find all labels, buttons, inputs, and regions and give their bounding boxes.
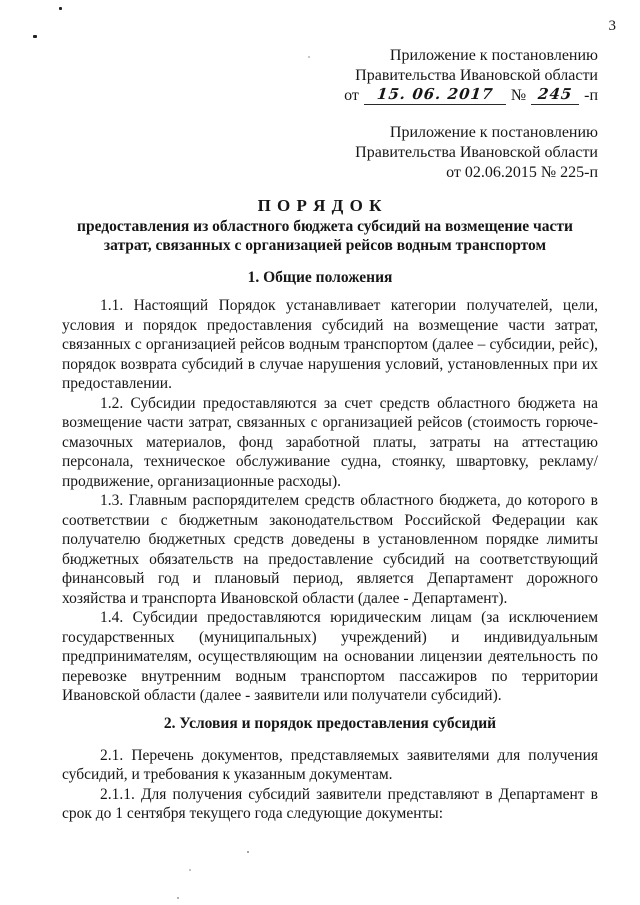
date-underline [364, 87, 506, 105]
annex-line: Приложение к постановлению [389, 47, 598, 64]
scan-speck [177, 897, 179, 899]
annex-line: Правительства Ивановской области [355, 144, 598, 161]
paragraph-1-3: 1.3. Главным распорядителем средств областного бюджета, до которого в соответствии с бюджетным законодательством Российской Федерации как получателю бюджетных средств доведены в установленном порядке лимиты бюджетных обязательств на предоставление субсидий на соответствующий финансовый год и плановый период, является Департамент дорожного хозяйства и транспорта Ивановской области (далее - Департамент). [62, 492, 598, 607]
annex-reference-2017 [0, 46, 598, 106]
document-body [62, 296, 598, 824]
annex-reference-2015 [0, 123, 598, 183]
handwritten-number: 245 [537, 85, 574, 103]
paragraph-1-2: 1.2. Субсидии предоставляются за счет средств областного бюджета на возмещение части затрат, связанных с организацией рейсов (стоимость горюче-смазочных материалов, фонд заработной платы, затраты на аттестацию персонала, техническое обслуживание судна, стоянку, швартовку, рекламу/продвижение, организационные расходы). [62, 394, 598, 490]
paragraph-1-4: 1.4. Субсидии предоставляются юридическим лицам (за исключением государственных (муниципальных) учреждений) и индивидуальным предпринимателям, осуществляющим на основании лицензии деятельность по перевозке внутренним водным транспортом пассажиров по территории Ивановской области (далее - заявители или получатели субсидий). [62, 609, 598, 704]
annex-line: Приложение к постановлению [389, 124, 598, 141]
paragraph-2-1: 2.1. Перечень документов, представляемых заявителями для получения субсидий, и требования к указанным документам. [62, 746, 598, 783]
scan-speck [59, 7, 62, 10]
section-1-heading: 1. Общие положения [247, 269, 393, 286]
annex-line: от 02.06.2015 № 225-п [446, 164, 598, 181]
page-number: 3 [608, 18, 616, 34]
from-label: от [344, 87, 359, 104]
handwritten-date: 15. 06. 2017 [375, 85, 495, 103]
number-sign: № [510, 87, 527, 104]
annex-date-line [0, 86, 598, 106]
document-title: П О Р Я Д О К [257, 196, 383, 215]
section-2-heading: 2. Условия и порядок предоставления субсидий [163, 714, 497, 732]
scan-speck [247, 851, 249, 853]
annex-references [0, 0, 640, 183]
annex-line: Правительства Ивановской области [355, 67, 598, 84]
scan-speck [308, 56, 310, 58]
scan-speck [189, 869, 191, 871]
document-subtitle: предоставления из областного бюджета субсидий на возмещение части затрат, связанных с организацией рейсов водным транспортом [77, 218, 573, 254]
paragraph-2-1-1: 2.1.1. Для получения субсидий заявители представляют в Департамент в срок до 1 сентября текущего года следующие документы: [62, 785, 598, 822]
paragraph-1-1: 1.1. Настоящий Порядок устанавливает категории получателей, цели, условия и порядок предоставления субсидий на возмещение части затрат, связанных с организацией рейсов водным транспортом (далее – субсидии, рейс), порядок возврата субсидий в случае нарушения условий, установленных при их предоставлении. [62, 297, 598, 392]
scan-speck [33, 35, 37, 38]
number-suffix: -п [584, 87, 598, 104]
number-underline [531, 87, 579, 105]
